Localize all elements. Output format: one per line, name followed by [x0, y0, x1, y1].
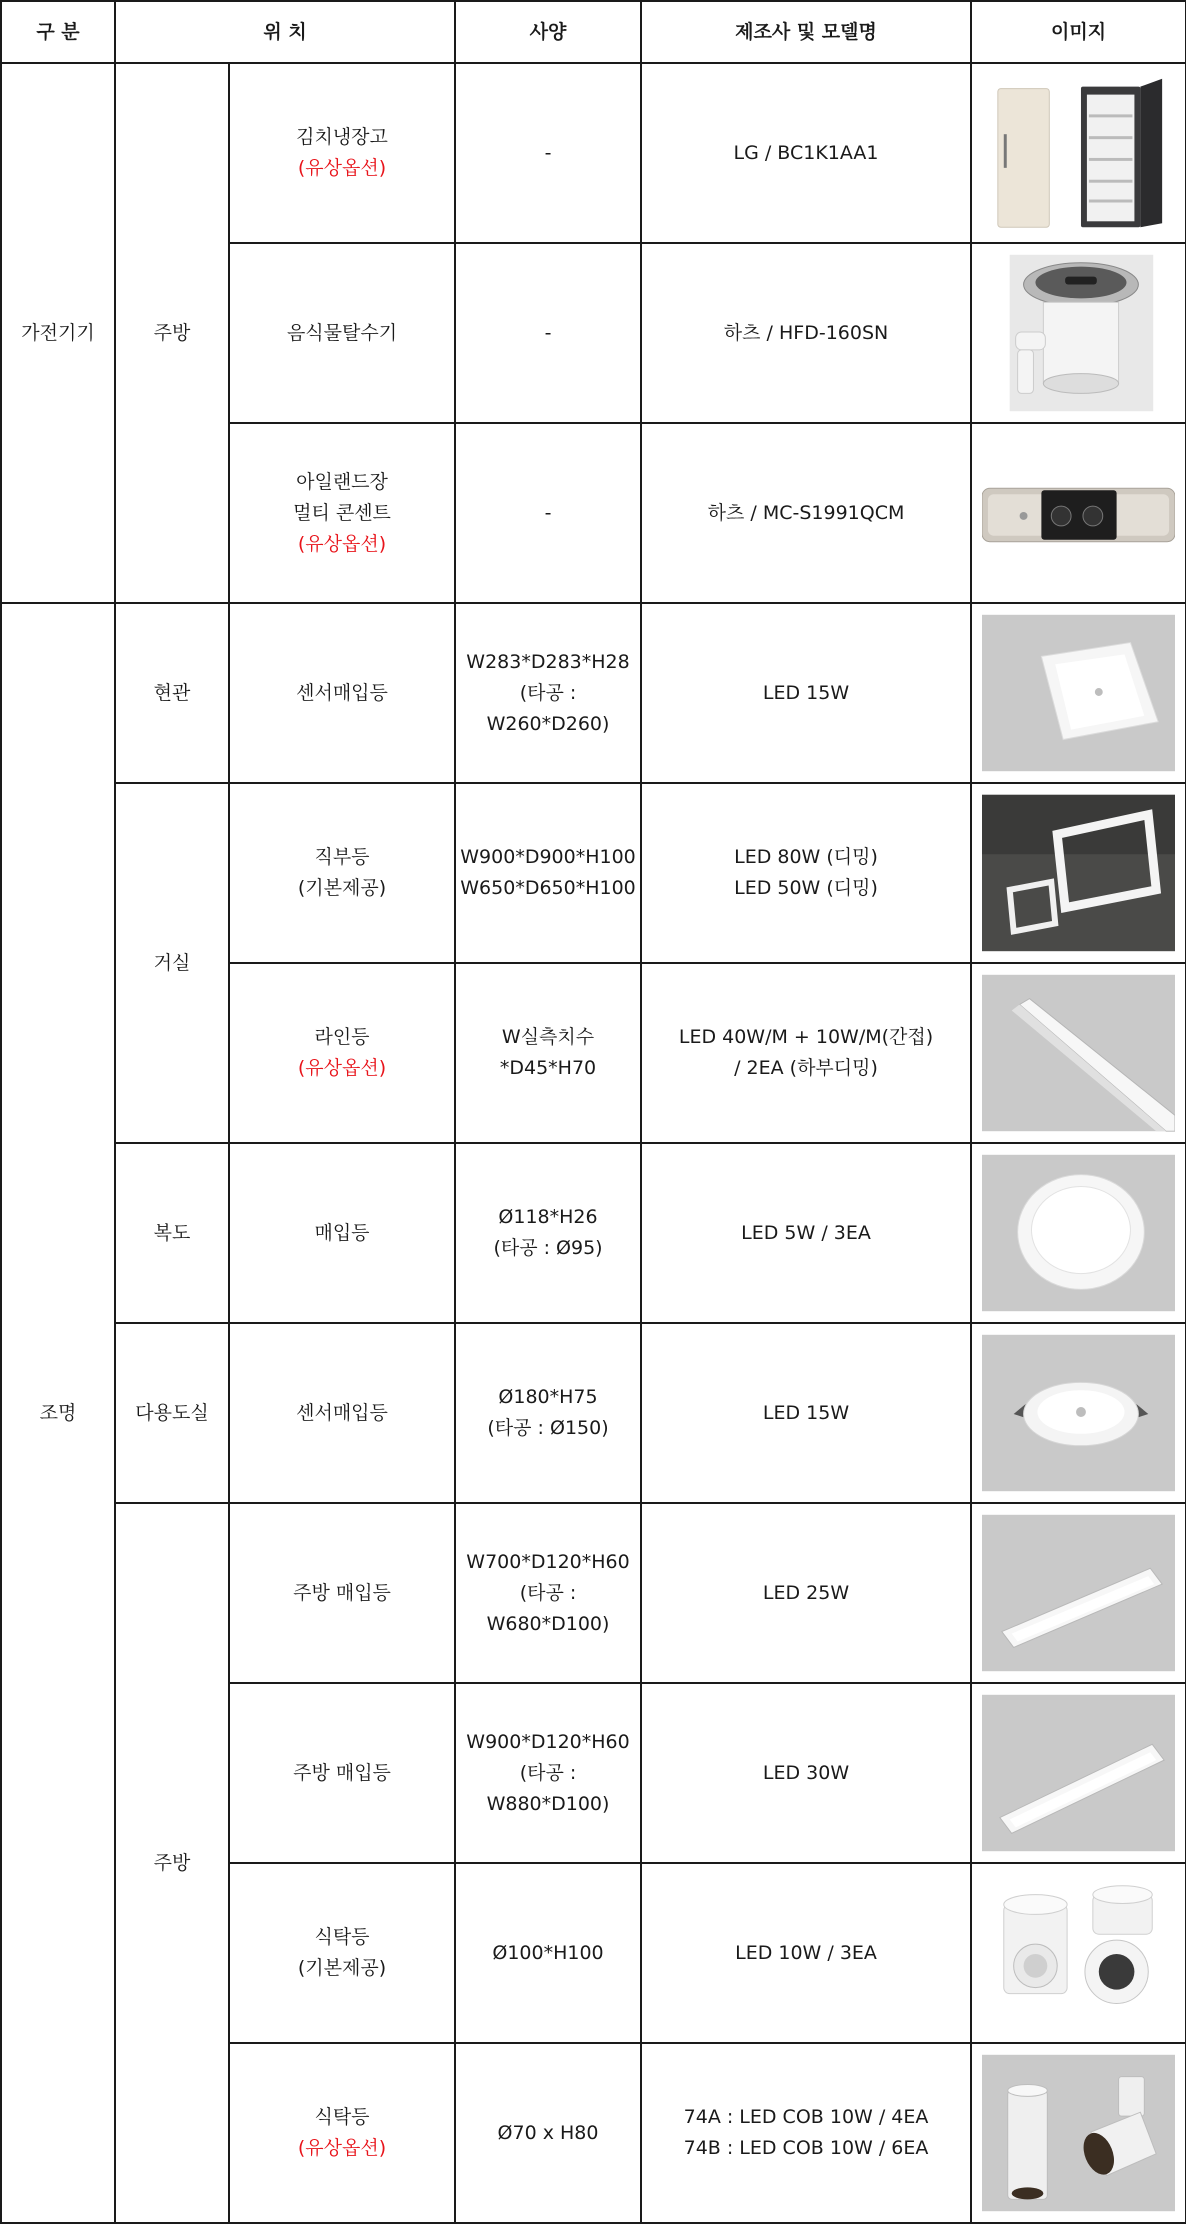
ceiling-frame-light-icon — [982, 794, 1175, 952]
spec-line: W260*D260) — [486, 712, 610, 735]
maker-cell — [641, 2043, 971, 2223]
maker-cell — [641, 963, 971, 1143]
item-cell — [229, 2043, 455, 2223]
spec-line: W실측치수 — [501, 1026, 595, 1048]
spec-line: W900*D900*H100 — [460, 846, 636, 868]
maker-line: LED 40W/M + 10W/M(간접) — [678, 1026, 934, 1048]
spec-line: (타공 : Ø95) — [493, 1237, 603, 1259]
default-note: (기본제공) — [297, 1957, 387, 1979]
item-cell: 주방 매입등 — [229, 1683, 455, 1863]
maker-cell: LED 5W / 3EA — [641, 1143, 971, 1323]
spec-line: (타공 : — [519, 681, 577, 704]
panel-light-icon — [982, 1694, 1175, 1852]
item-name: 아일랜드장 — [296, 470, 388, 493]
maker-line: / 2EA (하부디밍) — [734, 1057, 878, 1079]
spec-cell: - — [455, 423, 641, 603]
item-cell: 음식물탈수기 — [229, 243, 455, 423]
round-downlight-icon — [982, 1154, 1175, 1312]
spec-cell: Ø100*H100 — [455, 1863, 641, 2043]
image-cell — [971, 1863, 1186, 2043]
group-lighting: 조명 — [1, 603, 115, 2223]
item-name: 직부등 — [314, 846, 370, 868]
spec-line: W880*D100) — [486, 1792, 610, 1815]
location-living-room: 거실 — [115, 783, 229, 1143]
table-row — [1, 1503, 1186, 1683]
location-utility-room: 다용도실 — [115, 1323, 229, 1503]
spec-cell — [455, 783, 641, 963]
image-cell — [971, 783, 1186, 963]
spec-line: W283*D283*H28 — [466, 650, 630, 673]
spec-line: *D45*H70 — [499, 1057, 597, 1079]
header-location: 위 치 — [115, 1, 455, 63]
maker-cell: LG / BC1K1AA1 — [641, 63, 971, 243]
header-maker: 제조사 및 모델명 — [641, 1, 971, 63]
line-light-icon — [982, 974, 1175, 1132]
square-sensor-light-icon — [982, 614, 1175, 772]
item-cell — [229, 1863, 455, 2043]
item-name: 라인등 — [314, 1026, 370, 1048]
item-name: 식탁등 — [314, 2106, 370, 2128]
spec-line: (타공 : Ø150) — [487, 1417, 609, 1439]
spec-line: Ø118*H26 — [498, 1206, 598, 1228]
spec-line: (타공 : — [519, 1761, 577, 1784]
header-row — [1, 1, 1186, 63]
spec-line: W700*D120*H60 — [466, 1550, 630, 1573]
image-cell — [971, 1503, 1186, 1683]
header-image: 이미지 — [971, 1, 1186, 63]
kimchi-fridge-icon — [982, 74, 1175, 232]
default-note: (기본제공) — [297, 877, 387, 899]
maker-cell: 하츠 / HFD-160SN — [641, 243, 971, 423]
header-category: 구 분 — [1, 1, 115, 63]
item-name: 식탁등 — [314, 1926, 370, 1948]
maker-cell: LED 15W — [641, 1323, 971, 1503]
spec-cell: - — [455, 243, 641, 423]
maker-cell — [641, 783, 971, 963]
item-cell: 센서매입등 — [229, 603, 455, 783]
table-row — [1, 783, 1186, 963]
maker-cell: LED 30W — [641, 1683, 971, 1863]
item-name: 김치냉장고 — [296, 126, 388, 148]
paid-option-note: (유상옵션) — [297, 532, 387, 555]
item-cell: 센서매입등 — [229, 1323, 455, 1503]
paid-option-note: (유상옵션) — [297, 2137, 387, 2159]
item-cell: 매입등 — [229, 1143, 455, 1323]
image-cell — [971, 423, 1186, 603]
round-sensor-light-icon — [982, 1334, 1175, 1492]
spec-cell — [455, 1143, 641, 1323]
panel-light-icon — [982, 1514, 1175, 1672]
spec-cell — [455, 1503, 641, 1683]
maker-cell: LED 15W — [641, 603, 971, 783]
maker-line: 74A : LED COB 10W / 4EA — [683, 2106, 929, 2128]
item-cell: 주방 매입등 — [229, 1503, 455, 1683]
multi-outlet-icon — [982, 434, 1175, 592]
spec-line: W650*D650*H100 — [460, 877, 636, 899]
maker-cell: 하츠 / MC-S1991QCM — [641, 423, 971, 603]
item-cell — [229, 63, 455, 243]
item-cell — [229, 963, 455, 1143]
spec-cell: Ø70 x H80 — [455, 2043, 641, 2223]
table-row — [1, 63, 1186, 243]
maker-line: LED 80W (디밍) — [734, 846, 878, 868]
item-name-line2: 멀티 콘센트 — [293, 501, 391, 524]
image-cell — [971, 1683, 1186, 1863]
header-spec: 사양 — [455, 1, 641, 63]
paid-option-note: (유상옵션) — [297, 1057, 387, 1079]
maker-cell: LED 10W / 3EA — [641, 1863, 971, 2043]
spec-cell — [455, 1323, 641, 1503]
cylinder-spot-light-icon — [982, 2054, 1175, 2212]
spec-line: (타공 : — [519, 1581, 577, 1604]
maker-line: LED 50W (디밍) — [734, 877, 878, 899]
maker-line: 74B : LED COB 10W / 6EA — [683, 2137, 929, 2159]
spec-line: W680*D100) — [486, 1612, 610, 1635]
image-cell — [971, 63, 1186, 243]
location-kitchen: 주방 — [115, 63, 229, 603]
location-kitchen: 주방 — [115, 1503, 229, 2223]
table-row — [1, 1323, 1186, 1503]
location-entrance: 현관 — [115, 603, 229, 783]
image-cell — [971, 603, 1186, 783]
paid-option-note: (유상옵션) — [297, 157, 387, 179]
item-cell — [229, 423, 455, 603]
maker-cell: LED 25W — [641, 1503, 971, 1683]
spec-cell — [455, 1683, 641, 1863]
item-cell — [229, 783, 455, 963]
food-waste-dehydrator-icon — [982, 254, 1175, 412]
group-appliances: 가전기기 — [1, 63, 115, 603]
image-cell — [971, 963, 1186, 1143]
table-row — [1, 603, 1186, 783]
image-cell — [971, 1323, 1186, 1503]
spec-cell — [455, 603, 641, 783]
spec-cell — [455, 963, 641, 1143]
spec-cell: - — [455, 63, 641, 243]
table-row — [1, 1143, 1186, 1323]
image-cell — [971, 1143, 1186, 1323]
spec-line: Ø180*H75 — [498, 1386, 598, 1408]
image-cell — [971, 2043, 1186, 2223]
image-cell — [971, 243, 1186, 423]
spot-light-icon — [982, 1874, 1175, 2032]
spec-line: W900*D120*H60 — [466, 1730, 630, 1753]
location-hallway: 복도 — [115, 1143, 229, 1323]
